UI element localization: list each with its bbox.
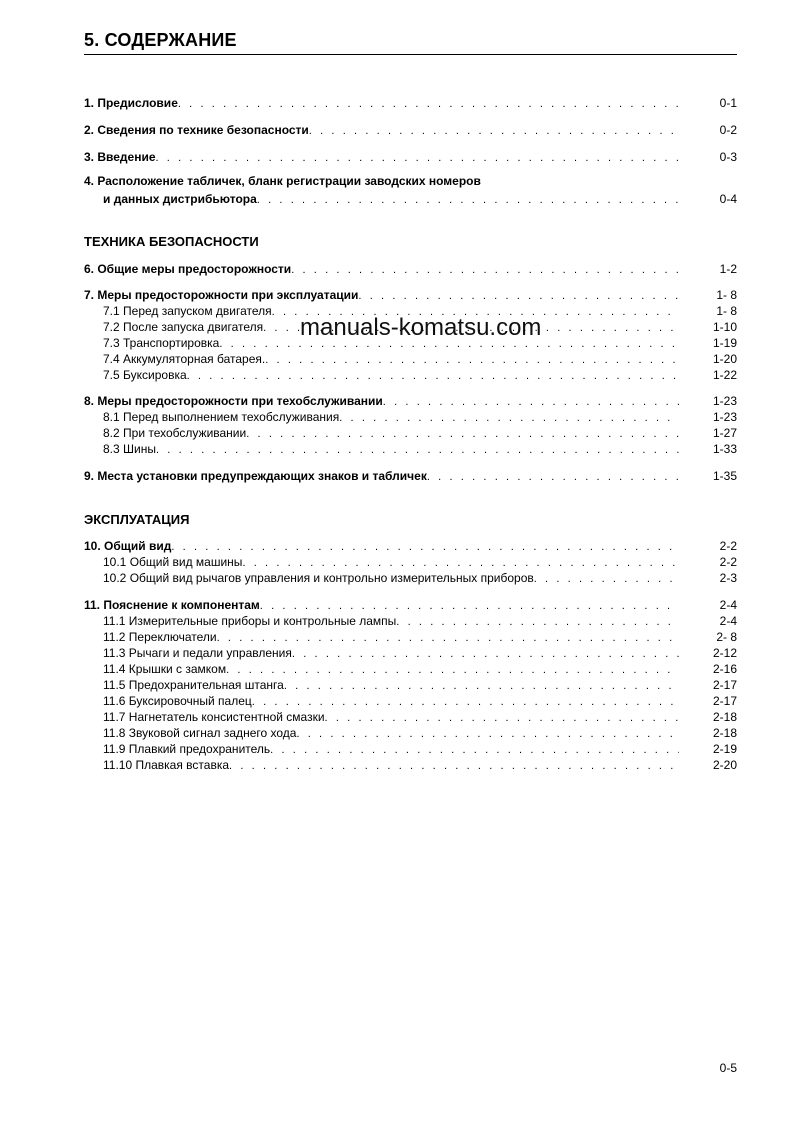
toc-entry-first-line[interactable]: 4. Расположение табличек, бланк регистрации заводских номеров — [84, 174, 481, 188]
dot-leader — [226, 662, 679, 678]
toc-entry-page: 1-23 — [712, 410, 737, 424]
toc-entry-label: 11.10 Плавкая вставка — [103, 758, 230, 772]
page-title: 5. СОДЕРЖАНИЕ — [84, 30, 237, 50]
toc-entry-label: 7. Меры предосторожности при эксплуатации — [84, 288, 359, 302]
toc-entry[interactable] — [103, 319, 737, 335]
dot-leader — [534, 571, 679, 587]
toc-entry-page: 2-18 — [712, 726, 737, 740]
toc-entry-label: 6. Общие меры предосторожности — [84, 262, 292, 276]
toc-entry-label: 11.9 Плавкий предохранитель — [103, 742, 271, 756]
page-number: 0-5 — [719, 1061, 737, 1075]
dot-leader — [263, 320, 679, 336]
dot-leader — [171, 539, 679, 555]
toc-entry-label: 7.4 Аккумуляторная батарея. — [103, 352, 266, 366]
section-heading-safety: ТЕХНИКА БЕЗОПАСНОСТИ — [84, 234, 259, 249]
toc-entry-label: 8.3 Шины — [103, 442, 156, 456]
toc-entry-label: 10. Общий вид — [84, 539, 172, 553]
toc-entry-label: 7.5 Буксировка — [103, 368, 187, 382]
toc-entry[interactable] — [103, 741, 737, 757]
dot-leader — [396, 614, 679, 630]
dot-leader — [217, 630, 679, 646]
toc-entry-page: 1- 8 — [716, 304, 737, 318]
toc-entry-page: 0-1 — [719, 96, 737, 110]
toc-entry-label: 11.2 Переключатели — [103, 630, 217, 644]
toc-entry-label: 8. Меры предосторожности при техобслуживании — [84, 394, 383, 408]
toc-entry-label: 10.1 Общий вид машины — [103, 555, 243, 569]
dot-leader — [260, 598, 679, 614]
toc-entry-page: 1-20 — [712, 352, 737, 366]
toc-entry[interactable] — [84, 122, 737, 138]
toc-entry-page: 1-10 — [712, 320, 737, 334]
toc-entry[interactable] — [103, 693, 737, 709]
toc-entry-page: 2-20 — [712, 758, 737, 772]
toc-entry-page: 1- 8 — [716, 288, 737, 302]
dot-leader — [270, 742, 679, 758]
toc-entry-label: 7.2 После запуска двигателя — [103, 320, 264, 334]
toc-entry[interactable] — [103, 629, 737, 645]
dot-leader — [246, 426, 679, 442]
dot-leader — [252, 694, 679, 710]
toc-entry-page: 0-3 — [719, 150, 737, 164]
toc-entry-page: 2-12 — [712, 646, 737, 660]
toc-entry[interactable] — [84, 95, 737, 111]
toc-entry-page: 2-17 — [712, 694, 737, 708]
toc-entry[interactable] — [84, 149, 737, 165]
dot-leader — [309, 123, 679, 139]
toc-entry-page: 1-23 — [712, 394, 737, 408]
toc-entry[interactable] — [103, 645, 737, 661]
dot-leader — [265, 352, 679, 368]
toc-entry-label: 11.3 Рычаги и педали управления — [103, 646, 292, 660]
title-divider — [84, 54, 737, 55]
toc-entry-page: 1-27 — [712, 426, 737, 440]
toc-entry-label: 11.5 Предохранительная штанга — [103, 678, 284, 692]
dot-leader — [284, 678, 679, 694]
toc-entry-page: 2- 8 — [716, 630, 737, 644]
toc-entry[interactable] — [103, 409, 737, 425]
toc-entry[interactable] — [103, 661, 737, 677]
dot-leader — [156, 150, 680, 166]
dot-leader — [156, 442, 679, 458]
toc-entry-page: 1-19 — [712, 336, 737, 350]
toc-entry-label: 11.8 Звуковой сигнал заднего хода — [103, 726, 297, 740]
toc-entry-label: 11. Пояснение к компонентам — [84, 598, 260, 612]
toc-entry-page: 0-4 — [719, 192, 737, 206]
toc-entry-label: 11.6 Буксировочный палец — [103, 694, 252, 708]
toc-entry-label: и данных дистрибьютора — [103, 192, 257, 206]
dot-leader — [427, 469, 679, 485]
toc-entry[interactable] — [84, 468, 737, 484]
toc-entry-label: 1. Предисловие — [84, 96, 178, 110]
toc-entry[interactable] — [84, 597, 737, 613]
toc-entry[interactable] — [103, 757, 737, 773]
toc-entry[interactable] — [103, 677, 737, 693]
toc-entry-label: 3. Введение — [84, 150, 156, 164]
dot-leader — [229, 758, 679, 774]
toc-entry-label: 7.1 Перед запуском двигателя — [103, 304, 272, 318]
toc-entry[interactable] — [103, 554, 737, 570]
toc-entry-page: 1-33 — [712, 442, 737, 456]
toc-entry[interactable] — [103, 351, 737, 367]
toc-entry-label: 11.4 Крышки с замком — [103, 662, 227, 676]
toc-entry[interactable] — [84, 261, 737, 277]
toc-entry[interactable] — [84, 393, 737, 409]
dot-leader — [291, 262, 679, 278]
dot-leader — [242, 555, 679, 571]
dot-leader — [325, 710, 679, 726]
toc-entry[interactable] — [84, 287, 737, 303]
dot-leader — [187, 368, 679, 384]
dot-leader — [383, 394, 679, 410]
dot-leader — [257, 192, 679, 208]
watermark: manuals-komatsu.com — [300, 314, 542, 341]
toc-entry-page: 1-35 — [712, 469, 737, 483]
toc-entry[interactable] — [103, 191, 737, 207]
dot-leader — [358, 288, 679, 304]
toc-entry-page: 2-17 — [712, 678, 737, 692]
dot-leader — [339, 410, 679, 426]
toc-entry-label: 8.1 Перед выполнением техобслуживания — [103, 410, 340, 424]
toc-entry[interactable] — [103, 303, 737, 319]
toc-entry-label: 11.1 Измерительные приборы и контрольные лампы — [103, 614, 397, 628]
toc-entry-label: 8.2 При техобслуживании — [103, 426, 247, 440]
toc-entry[interactable] — [103, 725, 737, 741]
section-heading-operation: ЭКСПЛУАТАЦИЯ — [84, 512, 190, 527]
toc-entry-page: 1-22 — [712, 368, 737, 382]
toc-entry[interactable] — [103, 425, 737, 441]
dot-leader — [178, 96, 679, 112]
toc-entry-page: 2-2 — [719, 539, 737, 553]
toc-entry-page: 2-4 — [719, 614, 737, 628]
toc-entry-page: 2-3 — [719, 571, 737, 585]
toc-entry-page: 2-2 — [719, 555, 737, 569]
toc-entry[interactable] — [103, 335, 737, 351]
dot-leader — [292, 646, 679, 662]
toc-entry-label: 11.7 Нагнетатель консистентной смазки — [103, 710, 325, 724]
toc-entry[interactable] — [103, 441, 737, 457]
toc-entry-label: 7.3 Транспортировка — [103, 336, 220, 350]
toc-entry-page: 1-2 — [719, 262, 737, 276]
toc-entry-page: 2-16 — [712, 662, 737, 676]
dot-leader — [296, 726, 679, 742]
toc-entry[interactable] — [103, 709, 737, 725]
toc-entry[interactable] — [84, 538, 737, 554]
toc-entry[interactable] — [103, 613, 737, 629]
toc-entry-label: 10.2 Общий вид рычагов управления и контрольно измерительных приборов — [103, 571, 534, 585]
toc-entry-page: 2-4 — [719, 598, 737, 612]
toc-entry[interactable] — [103, 367, 737, 383]
toc-entry-label: 2. Сведения по технике безопасности — [84, 123, 309, 137]
toc-entry-page: 0-2 — [719, 123, 737, 137]
dot-leader — [219, 336, 679, 352]
toc-entry[interactable] — [103, 570, 737, 586]
toc-entry-page: 2-19 — [712, 742, 737, 756]
toc-entry-page: 2-18 — [712, 710, 737, 724]
toc-entry-label: 9. Места установки предупреждающих знаков и табличек — [84, 469, 427, 483]
dot-leader — [272, 304, 679, 320]
